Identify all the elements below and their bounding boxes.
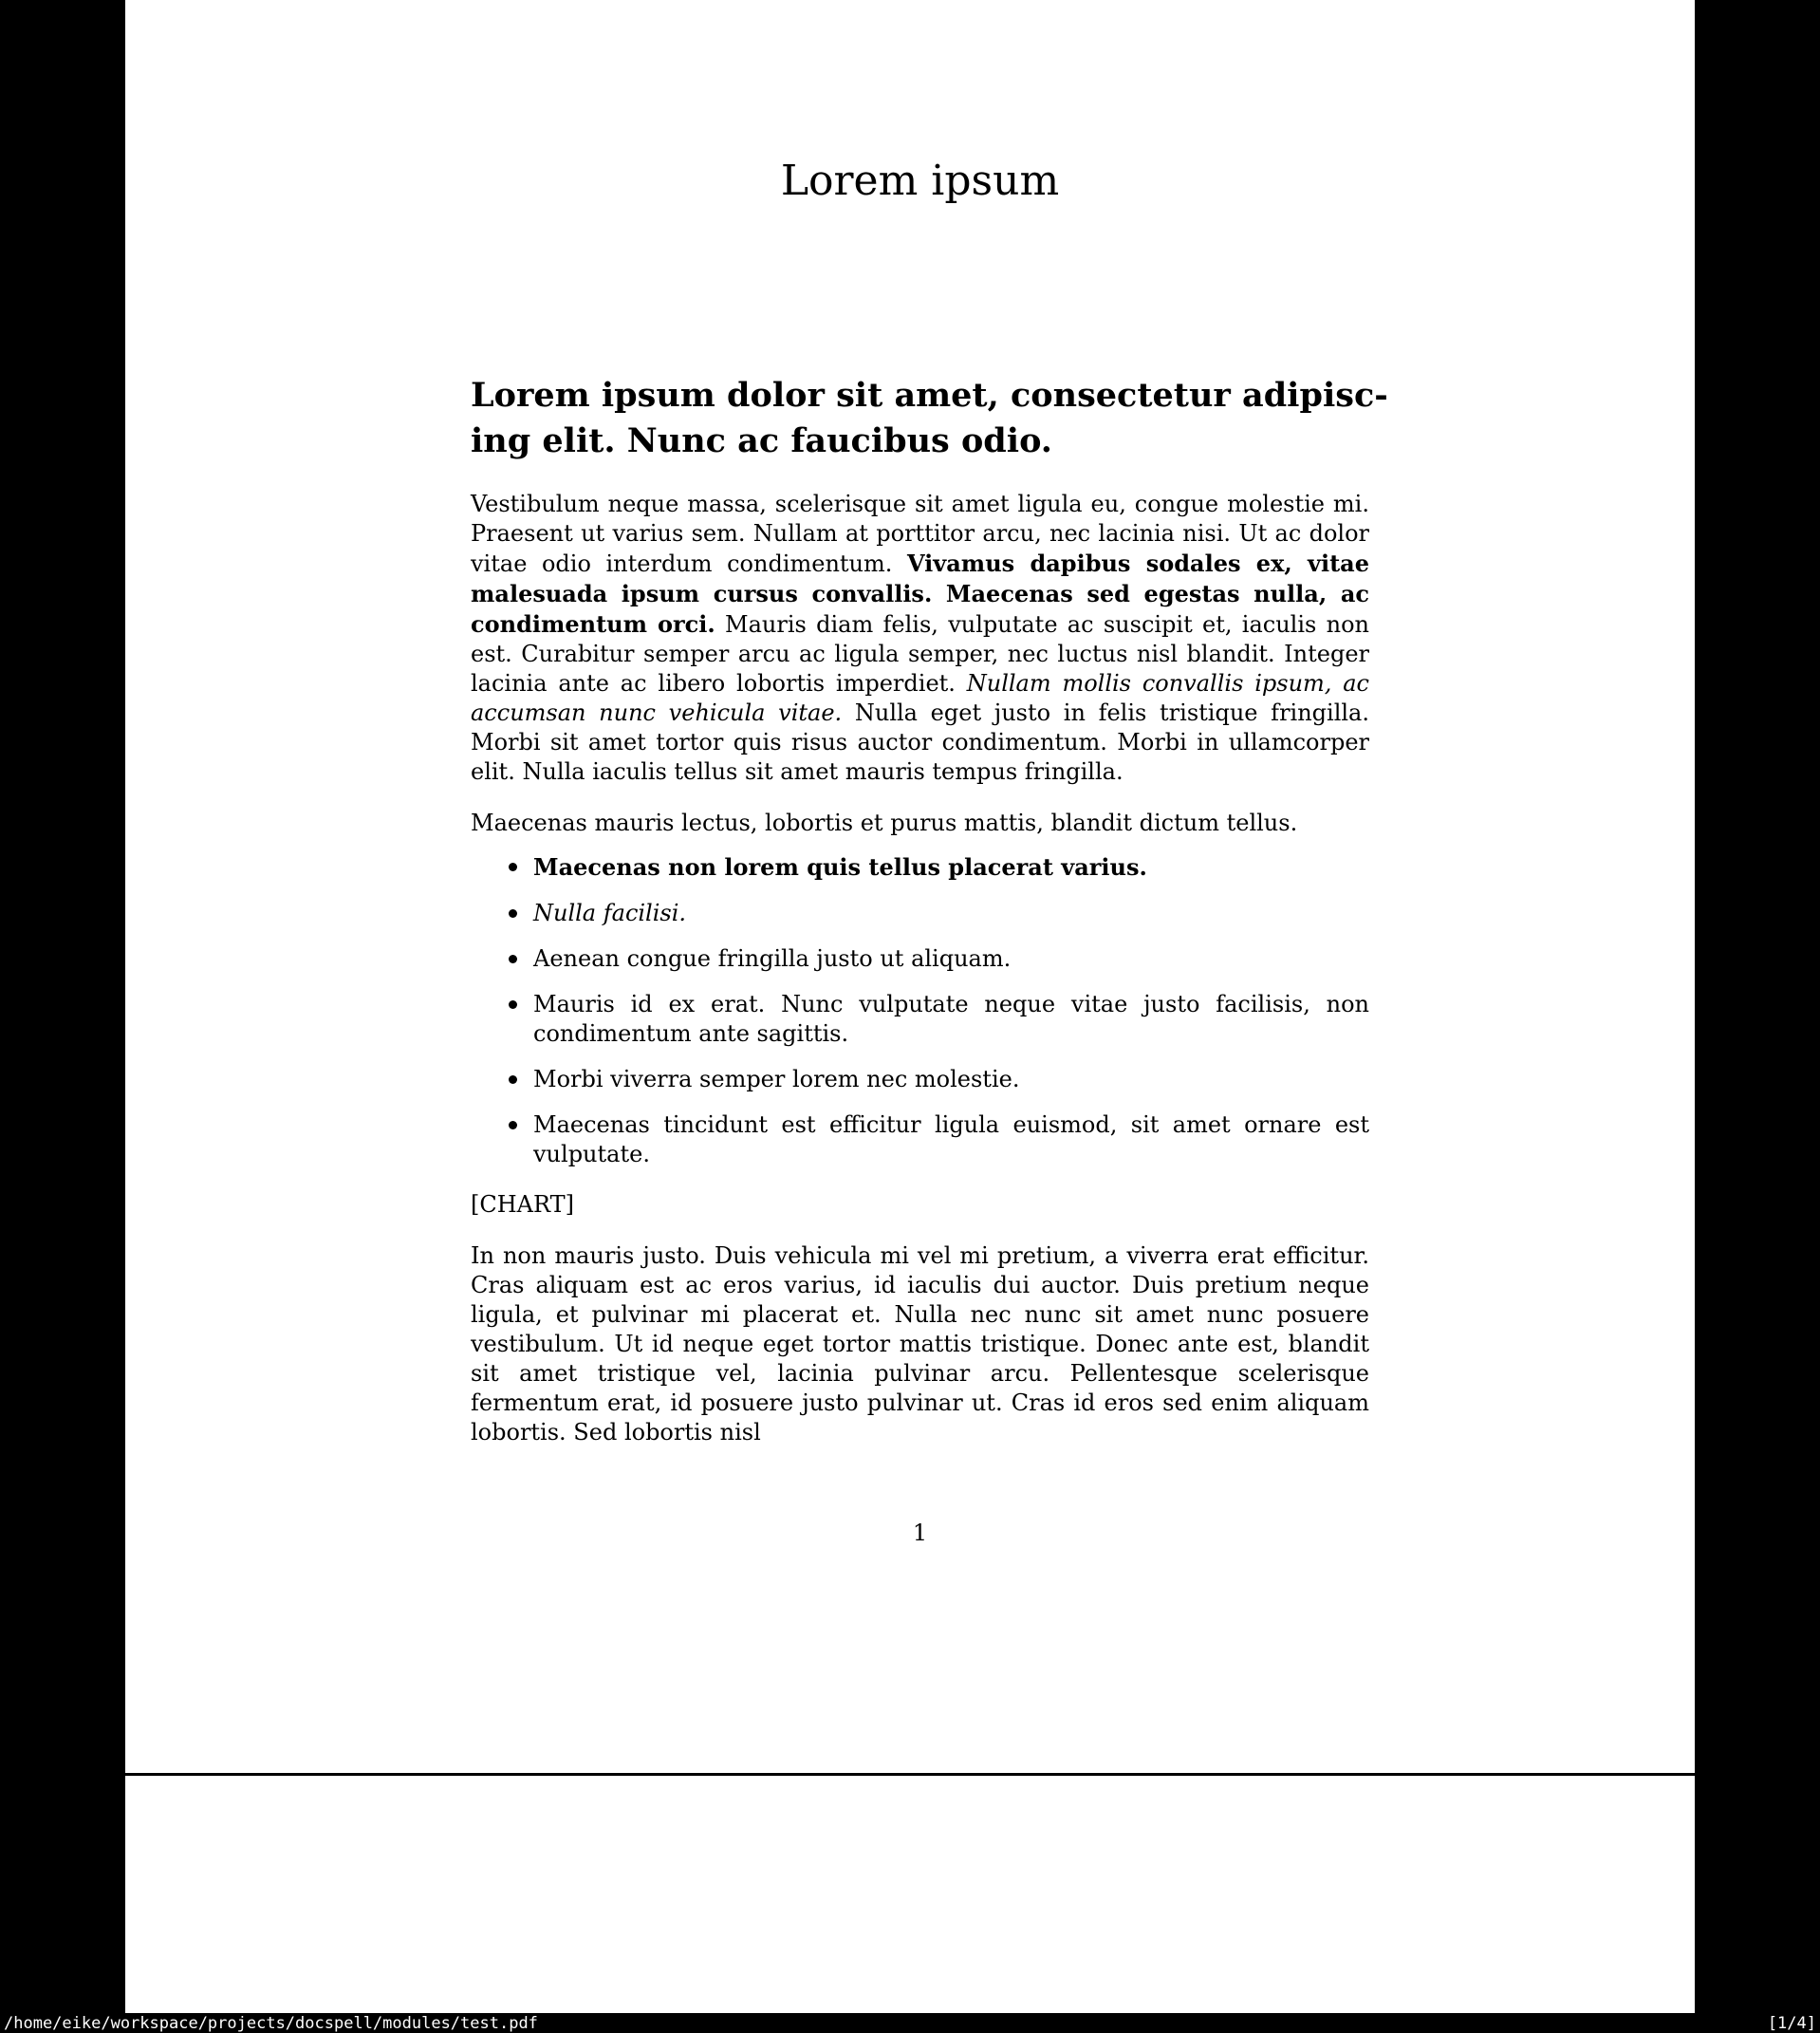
bullet-icon: [509, 1121, 517, 1129]
list-item: Nulla facilisi.: [471, 899, 1369, 928]
bullet-icon: [509, 955, 517, 963]
pdf-page-2: [125, 1776, 1695, 2013]
list-item: Maecenas non lorem quis tellus placerat varius.: [471, 852, 1369, 883]
page-number: 1: [912, 1520, 928, 1546]
bullet-icon: [509, 863, 517, 871]
bullet-icon: [509, 909, 517, 918]
pdf-page-1: [125, 0, 1695, 1773]
paragraph-2: Maecenas mauris lectus, lobortis et purus mattis, blandit dictum tellus.: [471, 810, 1298, 836]
paragraph-1: Vestibulum neque massa, scelerisque sit amet ligula eu, congue molestie mi. Praesent ut varius sem. Nullam at porttitor arcu, nec lacinia nisi. Ut ac dolor vitae odio interdum condimentum. Vivamus dapibus sodales ex, vitae malesuada ipsum cursus convallis. Maecenas sed egestas nulla, ac condimentum orci. Mauris diam felis, vulputate ac suscipit et, iaculis non est. Curabitur semper arcu ac ligula semper, nec luctus nisl blandit. Integer lacinia ante ac libero lobortis imperdiet. Nullam mollis convallis ipsum, ac accumsan nunc vehicula vitae. Nulla eget justo in felis tristique fringilla. Morbi sit amet tortor quis risus auctor condimentum. Morbi in ullamcorper elit. Nulla iaculis tellus sit amet mauris tempus fringilla.: [471, 491, 1370, 785]
document-title: Lorem ipsum: [780, 157, 1060, 205]
statusbar: [0, 2014, 1820, 2032]
statusbar-page-indicator: [1/4]: [1767, 2013, 1816, 2033]
paragraph-3: In non mauris justo. Duis vehicula mi vel mi pretium, a viverra erat efficitur. Cras aliquam est ac eros varius, id iaculis dui auctor. Duis pretium neque ligula, et pulvinar mi placerat et. Nulla nec nunc sit amet nunc posuere vestibulum. Ut id neque eget tortor mattis tristique. Donec ante est, blandit sit amet tristique vel, lacinia pulvinar arcu. Pellentesque scelerisque fermentum erat, id posuere justo pulvinar ut. Cras id eros sed enim aliquam lobortis. Sed lobortis nisl: [471, 1242, 1369, 1445]
bullet-icon: [509, 1075, 517, 1084]
chart-placeholder: [CHART]: [471, 1191, 575, 1218]
list-item: Morbi viverra semper lorem nec molestie.: [471, 1065, 1369, 1094]
list-item: Maecenas tincidunt est efficitur ligula euismod, sit amet ornare est vulputate.: [471, 1110, 1369, 1169]
list-item: Mauris id ex erat. Nunc vulputate neque vitae justo facilisis, non condimentum ante sagittis.: [471, 990, 1369, 1049]
statusbar-file-path: /home/eike/workspace/projects/docspell/modules/test.pdf: [4, 2013, 538, 2033]
bullet-icon: [509, 1000, 517, 1009]
section-heading: Lorem ipsum dolor sit amet, consectetur adipisc- ing elit. Nunc ac faucibus odio.: [471, 376, 1388, 460]
list-item: Aenean congue fringilla justo ut aliquam.: [471, 944, 1369, 974]
bullet-list: [471, 852, 1369, 1185]
